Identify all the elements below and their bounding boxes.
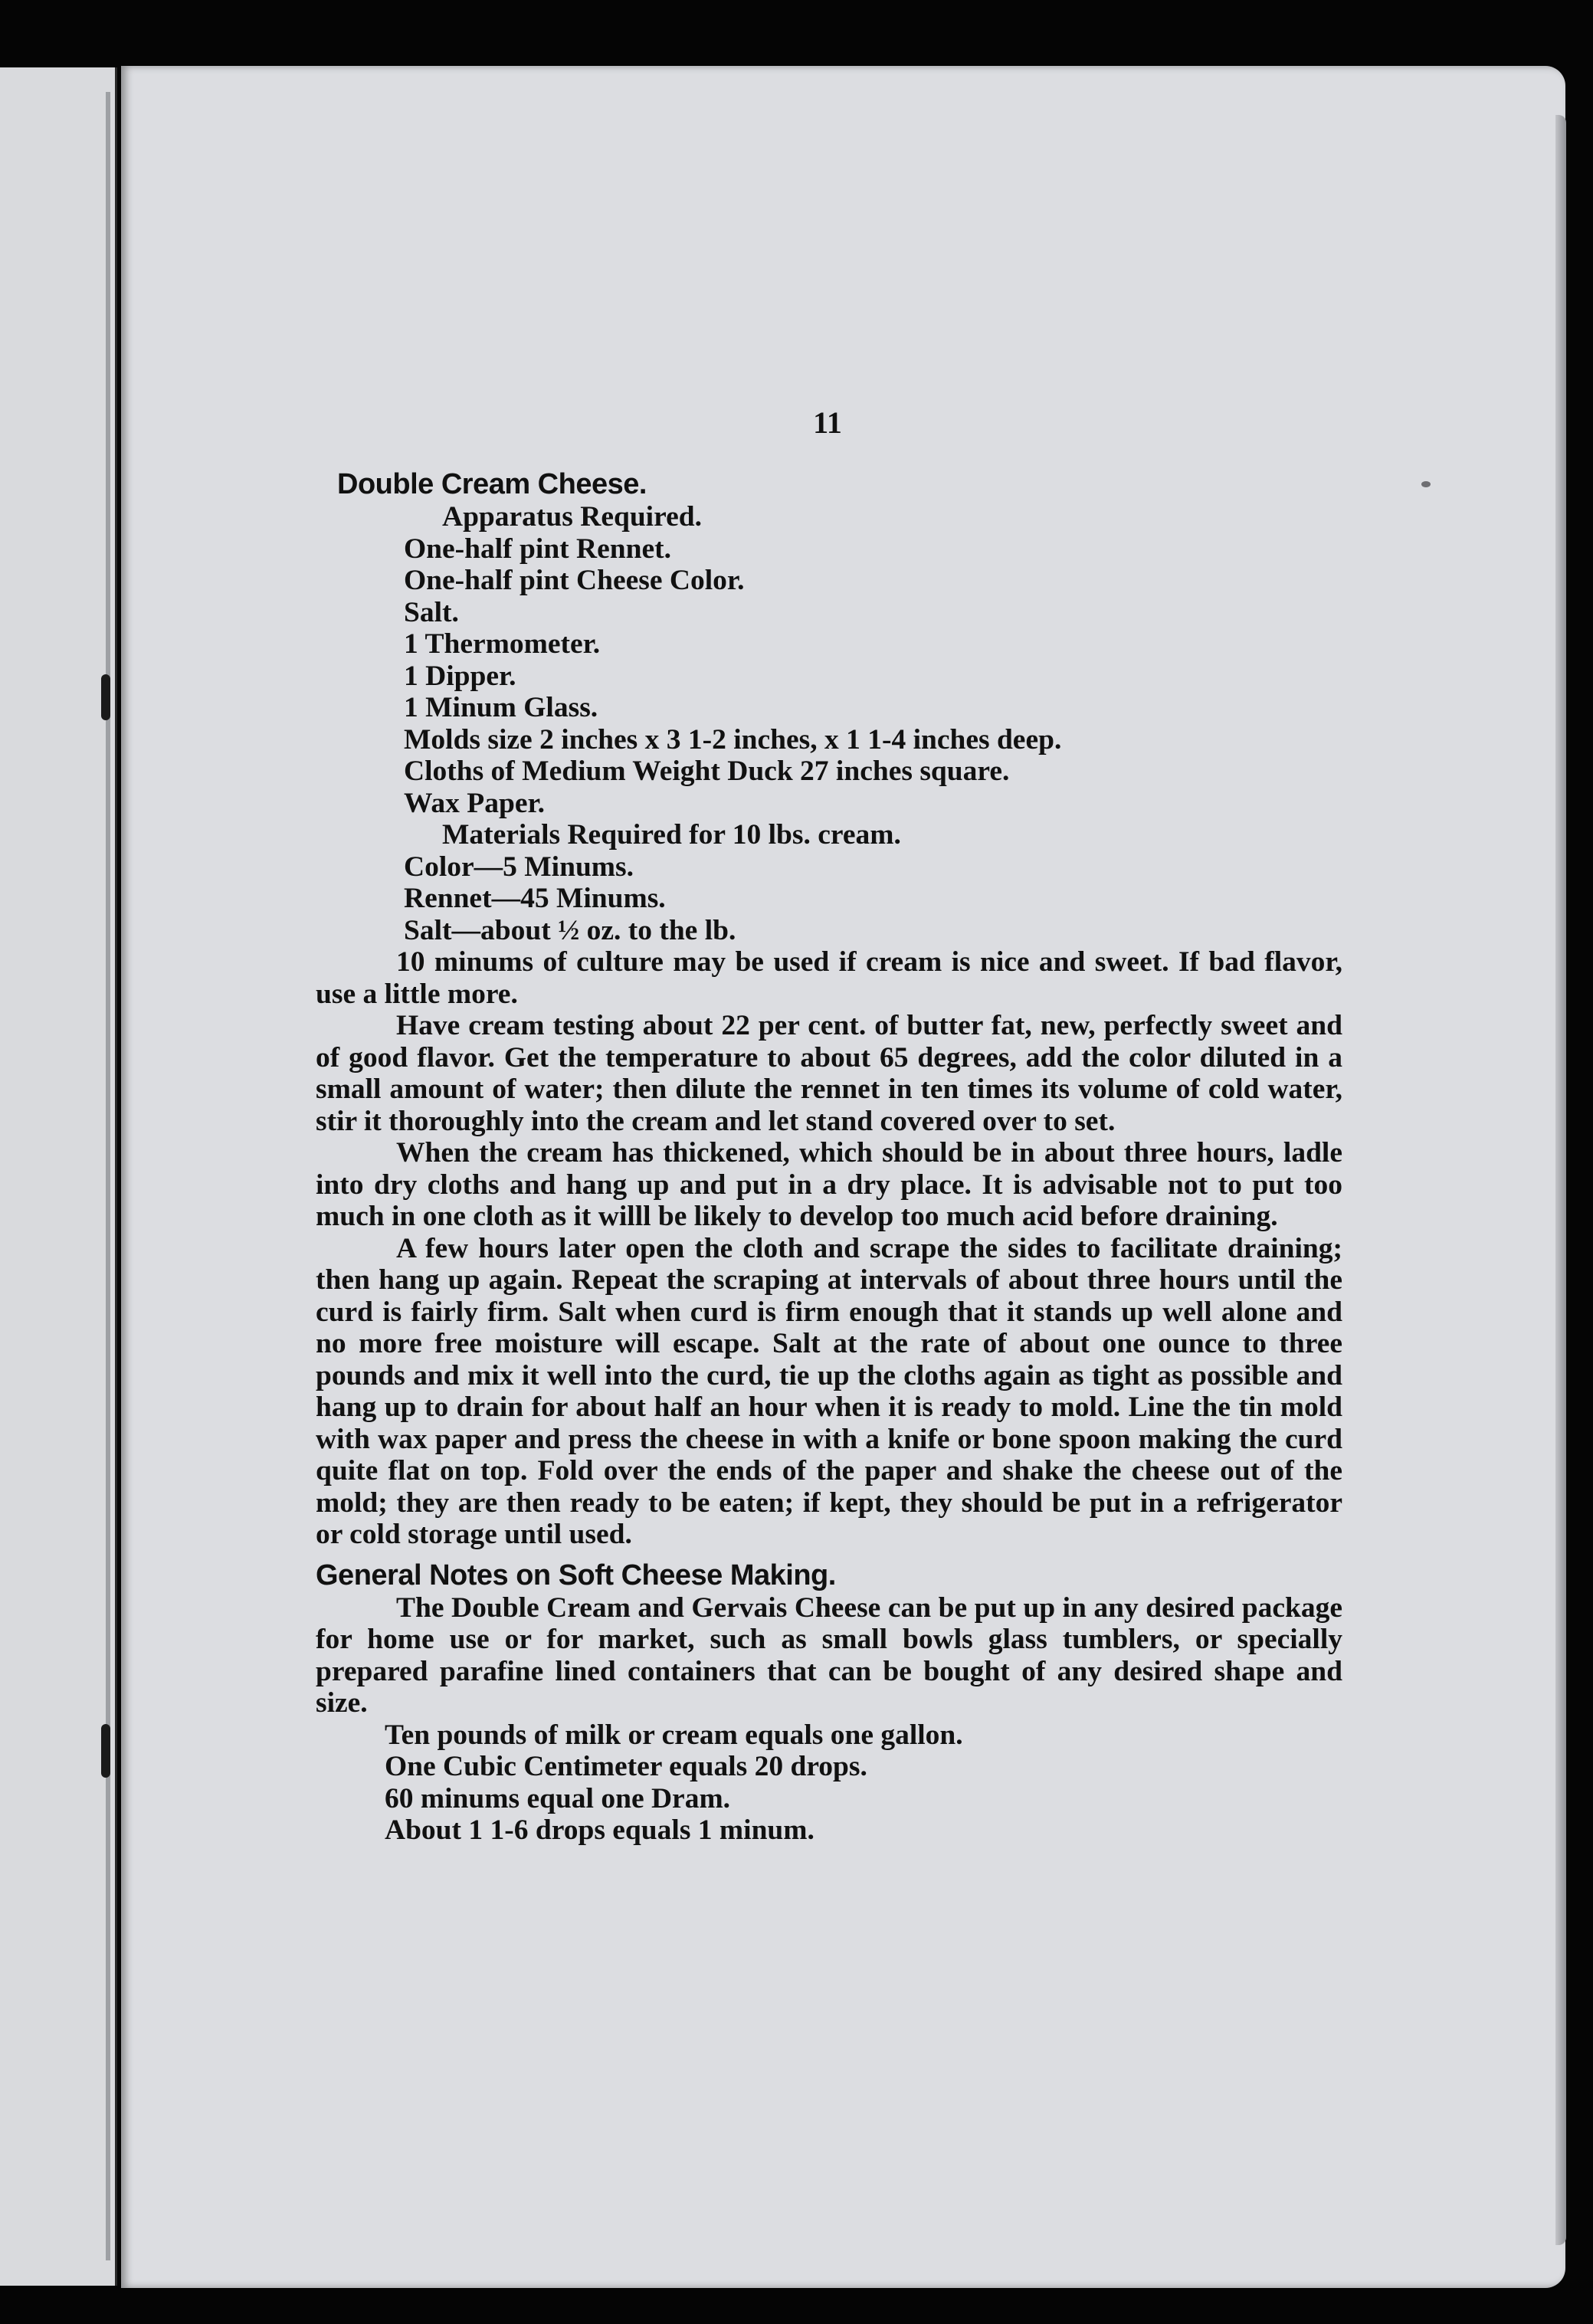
list-item: One Cubic Centimeter equals 20 drops. [385,1751,867,1782]
binding-thread-mark [101,1724,110,1778]
body-paragraph: 10 minums of culture may be used if cream is nice and sweet. If bad flavor, use a little more. [316,946,1342,1010]
page-number: 11 [813,405,842,440]
list-item: Molds size 2 inches x 3 1-2 inches, x 1 1-4 inches deep. [404,723,1062,756]
body-paragraph: The Double Cream and Gervais Cheese can be put up in any desired package for home use or for market, such as small bowls glass tumblers, or specially prepared parafine lined containers that can be bought of any desired shape and size. [316,1591,1342,1719]
section-heading-general-notes: General Notes on Soft Cheese Making. [316,1559,836,1591]
list-item: Cloths of Medium Weight Duck 27 inches square. [404,756,1010,787]
notes-list [316,1719,1354,1847]
list-item: Salt. [404,596,459,628]
list-item: 1 Minum Glass. [404,692,598,723]
list-item: Wax Paper. [404,787,546,819]
materials-list [316,851,1354,947]
section-heading-double-cream-cheese: Double Cream Cheese. [337,468,647,500]
list-item: Ten pounds of milk or cream equals one gallon. [385,1719,963,1751]
body-paragraph: A few hours later open the cloth and scrape the sides to facilitate draining; then hang up again. Repeat the scraping at intervals of about three hours until the curd is fairly firm. Salt when curd is firm enough that it stands up well alone and no more free moisture will escape. Salt at the rate of about one ounce to three pounds and mix it well into the curd, tie up the cloths again as tight as possible and hang up to drain for about half an hour when it is ready to mold. Line the tin mold with wax paper and press the cheese in with a knife or bone spoon making the curd quite flat on top. Fold over the ends of the paper and shake the cheese out of the mold; they are then ready to be eaten; if kept, they should be put in a refrigerator or cold storage until used. [316,1232,1342,1550]
list-item: Rennet—45 Minums. [404,883,666,914]
list-item: About 1 1-6 drops equals 1 minum. [385,1814,815,1846]
body-paragraph: When the cream has thickened, which should be in about three hours, ladle into dry cloths and hang up and put in a dry place. It is advisable not to put too much in one cloth as it willl be likely to develop too much acid before draining. [316,1137,1342,1232]
apparatus-list [316,533,1354,820]
binding-thread-mark [101,674,110,720]
left-page-edge [0,67,117,2286]
page-body [316,467,1354,1847]
materials-heading: Materials Required for 10 lbs. cream. [442,819,901,851]
paper-speck [1421,481,1431,487]
apparatus-heading: Apparatus Required. [442,501,702,533]
section-spacer [316,1551,1354,1559]
list-item: Salt—about ½ oz. to the lb. [404,914,736,946]
left-page-binding-shadow [106,92,110,2260]
page-fore-edge [1555,115,1566,2245]
list-item: One-half pint Rennet. [404,533,671,565]
list-item: 60 minums equal one Dram. [385,1782,731,1814]
list-item: 1 Thermometer. [404,628,601,660]
list-item: One-half pint Cheese Color. [404,565,745,596]
list-item: Color—5 Minums. [404,851,634,883]
body-paragraph: Have cream testing about 22 per cent. of butter fat, new, perfectly sweet and of good flavor. Get the temperature to about 65 degrees, add the color diluted in a small amount of water; then dilute the rennet in ten times its volume of cold water, stir it thoroughly into the cream and let stand covered over to set. [316,1010,1342,1137]
list-item: 1 Dipper. [404,660,516,692]
